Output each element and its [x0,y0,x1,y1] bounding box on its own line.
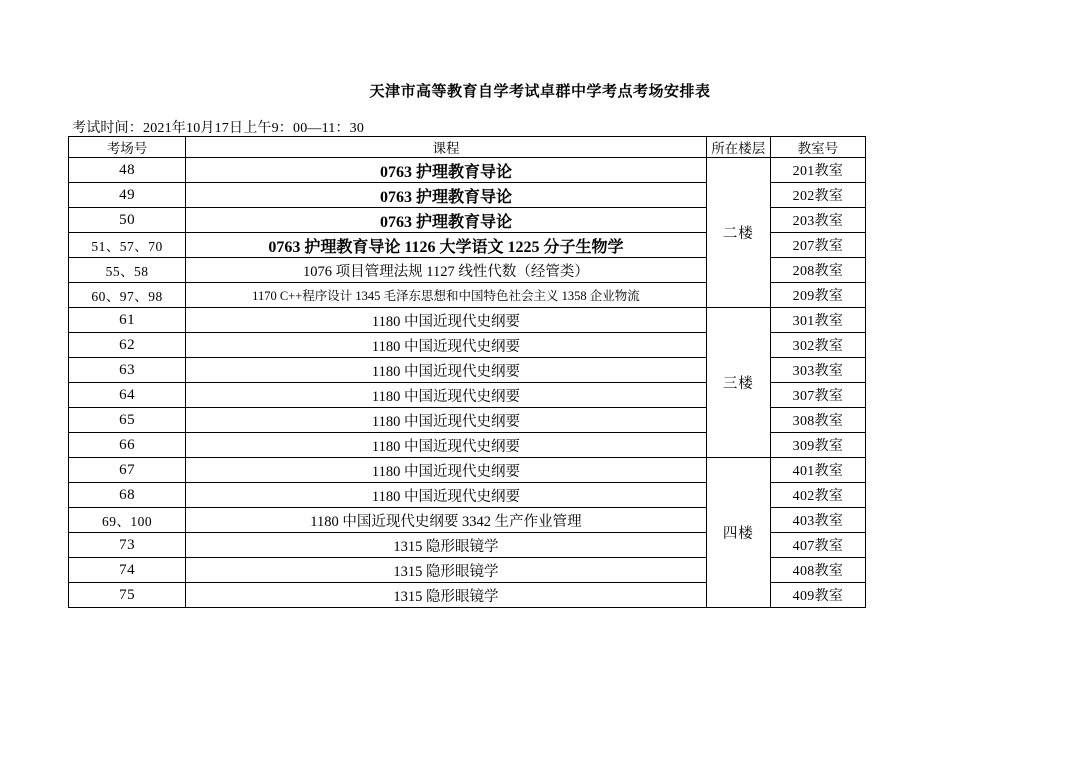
column-header-floor: 所在楼层 [706,137,770,158]
cell-classroom: 309教室 [770,433,865,458]
table-row [69,458,866,483]
cell-room-no: 51、57、70 [69,233,186,258]
cell-room-no: 64 [69,383,186,408]
cell-floor: 四楼 [706,458,770,608]
cell-course: 1180 中国近现代史纲要 [186,433,707,458]
cell-room-no: 50 [69,208,186,233]
cell-room-no: 73 [69,533,186,558]
exam-schedule-table [68,136,866,608]
cell-floor: 二楼 [706,158,770,308]
cell-course: 1315 隐形眼镜学 [186,558,707,583]
cell-course: 0763 护理教育导论 1126 大学语文 1225 分子生物学 [186,233,707,258]
cell-classroom: 407教室 [770,533,865,558]
cell-classroom: 408教室 [770,558,865,583]
cell-course: 1180 中国近现代史纲要 [186,383,707,408]
cell-room-no: 49 [69,183,186,208]
cell-classroom: 308教室 [770,408,865,433]
cell-room-no: 75 [69,583,186,608]
cell-room-no: 48 [69,158,186,183]
cell-course: 0763 护理教育导论 [186,183,707,208]
cell-classroom: 209教室 [770,283,865,308]
cell-room-no: 74 [69,558,186,583]
cell-classroom: 303教室 [770,358,865,383]
cell-classroom: 207教室 [770,233,865,258]
cell-course: 1180 中国近现代史纲要 3342 生产作业管理 [186,508,707,533]
cell-room-no: 60、97、98 [69,283,186,308]
cell-classroom: 208教室 [770,258,865,283]
cell-floor: 三楼 [706,308,770,458]
cell-room-no: 69、100 [69,508,186,533]
table-body [69,158,866,608]
cell-course: 1180 中国近现代史纲要 [186,308,707,333]
cell-classroom: 401教室 [770,458,865,483]
cell-course: 1180 中国近现代史纲要 [186,333,707,358]
column-header-course: 课程 [186,137,707,158]
cell-course: 0763 护理教育导论 [186,158,707,183]
cell-classroom: 201教室 [770,158,865,183]
cell-course: 1180 中国近现代史纲要 [186,483,707,508]
cell-course: 1315 隐形眼镜学 [186,533,707,558]
cell-classroom: 409教室 [770,583,865,608]
cell-room-no: 65 [69,408,186,433]
cell-room-no: 63 [69,358,186,383]
page-title: 天津市高等教育自学考试卓群中学考点考场安排表 [369,84,711,100]
cell-classroom: 301教室 [770,308,865,333]
cell-classroom: 307教室 [770,383,865,408]
cell-classroom: 402教室 [770,483,865,508]
table-row [69,308,866,333]
cell-course: 1076 项目管理法规 1127 线性代数（经管类） [186,258,707,283]
column-header-room-no: 考场号 [69,137,186,158]
cell-classroom: 203教室 [770,208,865,233]
cell-room-no: 68 [69,483,186,508]
table-header [69,137,866,158]
cell-room-no: 62 [69,333,186,358]
cell-course: 0763 护理教育导论 [186,208,707,233]
column-header-classroom: 教室号 [770,137,865,158]
cell-course: 1180 中国近现代史纲要 [186,458,707,483]
cell-course: 1315 隐形眼镜学 [186,583,707,608]
cell-classroom: 302教室 [770,333,865,358]
cell-classroom: 403教室 [770,508,865,533]
cell-room-no: 67 [69,458,186,483]
cell-course: 1180 中国近现代史纲要 [186,408,707,433]
cell-course: 1170 C++程序设计 1345 毛泽东思想和中国特色社会主义 1358 企业物流 [186,283,707,308]
cell-room-no: 61 [69,308,186,333]
exam-time-label: 考试时间：2021年10月17日上午9：00—11：30 [72,121,365,136]
cell-room-no: 55、58 [69,258,186,283]
table-header-row [69,137,866,158]
cell-room-no: 66 [69,433,186,458]
cell-course: 1180 中国近现代史纲要 [186,358,707,383]
table-row [69,158,866,183]
cell-classroom: 202教室 [770,183,865,208]
